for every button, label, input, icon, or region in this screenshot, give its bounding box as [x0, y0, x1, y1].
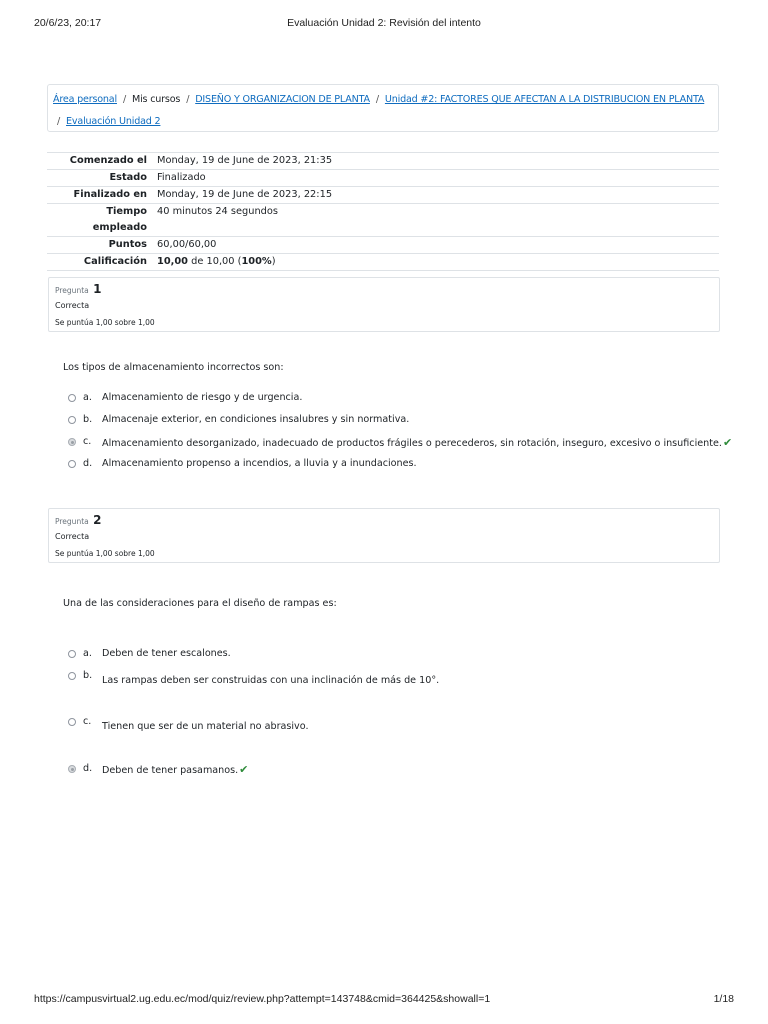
answer-text: Las rampas deben ser construidas con una inclinación de más de 10°. — [102, 675, 440, 686]
question-text-2: Una de las consideraciones para el diseño de rampas es: — [63, 598, 337, 609]
summary-value — [153, 254, 719, 271]
answer-letter: d. — [83, 458, 93, 469]
grade-score: 10,00 — [157, 256, 188, 267]
summary-value: 40 minutos 24 segundos — [153, 204, 719, 237]
answer-letter: b. — [83, 414, 93, 425]
breadcrumb-separator: / — [122, 94, 127, 105]
summary-row-points — [47, 237, 719, 254]
answer-text: Tienen que ser de un material no abrasivo. — [102, 721, 309, 732]
summary-row-state — [47, 170, 719, 187]
grade-percent: 100% — [241, 256, 272, 267]
answer-letter: c. — [83, 436, 92, 447]
correct-check-icon: ✔ — [722, 436, 733, 449]
question-state: Correcta — [55, 532, 90, 541]
answer-text: Almacenamiento de riesgo y de urgencia. — [102, 392, 303, 403]
answer-letter: b. — [83, 670, 93, 681]
breadcrumb-separator: / — [186, 94, 190, 105]
breadcrumb-link-unit[interactable]: Unidad #2: FACTORES QUE AFECTAN A LA DISTRIBUCION EN PLANTA — [384, 94, 705, 105]
radio-button[interactable] — [68, 718, 76, 726]
answer-text: Almacenamiento desorganizado, inadecuado de productos frágiles o perecederos, sin rotación, inseguro, excesivo o insuficiente. — [102, 438, 722, 449]
summary-value: Monday, 19 de June de 2023, 21:35 — [153, 153, 719, 170]
summary-label-line2: empleado — [92, 222, 147, 233]
answer-text-wrap — [102, 436, 732, 449]
summary-row-grade — [47, 254, 719, 271]
answer-text: Almacenamiento propenso a incendios, a lluvia y a inundaciones. — [102, 458, 417, 469]
print-footer — [0, 993, 768, 1007]
summary-label: Comenzado el — [47, 153, 153, 170]
summary-label: Calificación — [47, 254, 153, 271]
answer-letter: a. — [83, 392, 92, 403]
radio-button-selected[interactable] — [68, 438, 76, 446]
radio-button[interactable] — [68, 650, 76, 658]
breadcrumb-separator: / — [375, 94, 379, 105]
radio-button[interactable] — [68, 416, 76, 424]
print-page-count: 1/18 — [713, 993, 734, 1005]
print-url: https://campusvirtual2.ug.edu.ec/mod/quiz/review.php?attempt=143748&cmid=364425&showall=1 — [34, 993, 491, 1005]
breadcrumb-link-area-personal[interactable]: Área personal — [53, 94, 117, 105]
answer-letter: d. — [83, 763, 93, 774]
breadcrumb — [47, 84, 719, 132]
answer-letter: a. — [83, 648, 92, 659]
summary-row-time-taken — [47, 204, 719, 237]
answer-text: Deben de tener escalones. — [102, 648, 231, 659]
question-info-2 — [48, 508, 720, 563]
summary-value: Finalizado — [153, 170, 719, 187]
summary-value: Monday, 19 de June de 2023, 22:15 — [153, 187, 719, 204]
summary-row-started — [47, 153, 719, 170]
question-number — [55, 513, 101, 527]
question-grade: Se puntúa 1,00 sobre 1,00 — [55, 549, 155, 558]
breadcrumb-item-mis-cursos: Mis cursos — [132, 94, 181, 105]
question-label: Pregunta — [55, 517, 89, 526]
radio-button[interactable] — [68, 460, 76, 468]
summary-value: 60,00/60,00 — [153, 237, 719, 254]
breadcrumb-separator: / — [57, 116, 61, 127]
radio-button[interactable] — [68, 672, 76, 680]
question-label: Pregunta — [55, 286, 89, 295]
breadcrumb-link-course[interactable]: DISEÑO Y ORGANIZACION DE PLANTA — [195, 94, 370, 105]
question-number — [55, 282, 101, 296]
breadcrumb-link-quiz[interactable]: Evaluación Unidad 2 — [66, 116, 161, 127]
summary-label-line1: Tiempo — [106, 206, 147, 217]
summary-row-finished — [47, 187, 719, 204]
question-grade: Se puntúa 1,00 sobre 1,00 — [55, 318, 155, 327]
print-header — [0, 17, 768, 31]
summary-label: Puntos — [47, 237, 153, 254]
radio-button-selected[interactable] — [68, 765, 76, 773]
attempt-summary-table — [47, 152, 719, 271]
question-number-value: 2 — [93, 513, 102, 527]
summary-label: Finalizado en — [47, 187, 153, 204]
grade-mid: de 10,00 ( — [188, 256, 242, 267]
answer-letter: c. — [83, 716, 92, 727]
question-info-1 — [48, 277, 720, 332]
radio-button[interactable] — [68, 394, 76, 402]
grade-end: ) — [271, 256, 276, 267]
answer-text: Deben de tener pasamanos. — [102, 765, 239, 776]
print-date: 20/6/23, 20:17 — [34, 17, 102, 29]
summary-label — [47, 204, 153, 237]
question-number-value: 1 — [93, 282, 102, 296]
question-state: Correcta — [55, 301, 90, 310]
answer-text-wrap — [102, 763, 248, 776]
answer-text: Almacenaje exterior, en condiciones insalubres y sin normativa. — [102, 414, 410, 425]
question-text-1: Los tipos de almacenamiento incorrectos son: — [63, 362, 284, 373]
print-page-title: Evaluación Unidad 2: Revisión del intento — [287, 17, 481, 29]
summary-label: Estado — [47, 170, 153, 187]
correct-check-icon: ✔ — [239, 763, 249, 776]
